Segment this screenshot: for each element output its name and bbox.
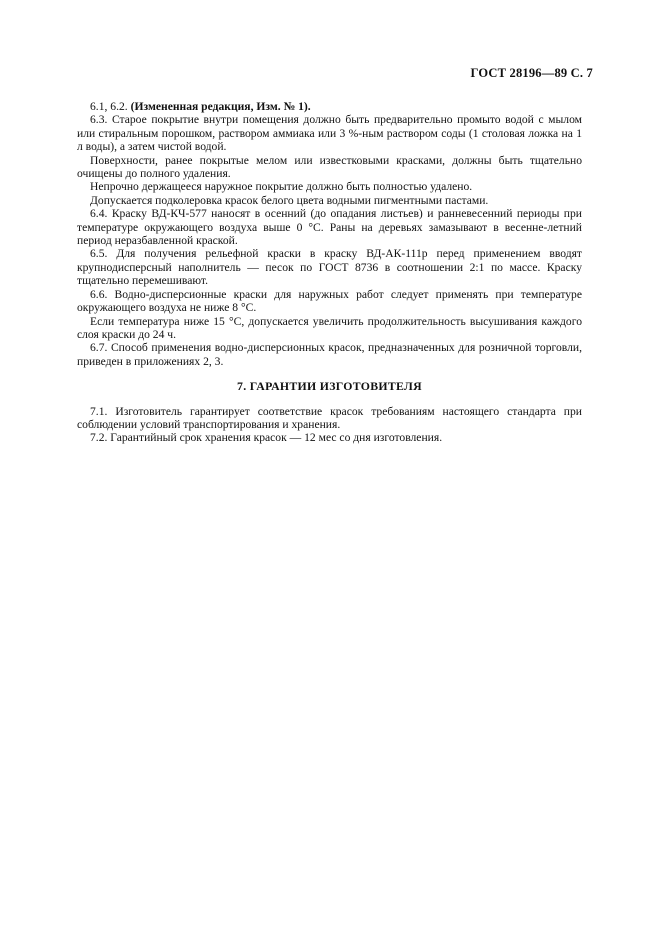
paragraph-6-3: 6.3. Старое покрытие внутри помещения должно быть предварительно промыто водой с мылом или стиральным порошком, раствором аммиака или 3 %-ным раствором соды (1 столовая ложка на 1 л воды), а затем чистой водой. (77, 113, 582, 154)
section-7-title: 7. ГАРАНТИИ ИЗГОТОВИТЕЛЯ (237, 379, 422, 394)
paragraph-6-4: 6.4. Краску ВД-КЧ-577 наносят в осенний (до опадания листьев) и ранневесенний периоды при температуре окружающего воздуха выше 0 °С. Раны на деревьях замазывают в весенне-летний период неразбавленной краской. (77, 207, 582, 248)
amendment-note: (Измененная редакция, Изм. № 1). (130, 100, 311, 113)
paragraph-outer-coating: Непрочно держащееся наружное покрытие должно быть полностью удалено. (90, 180, 473, 194)
document-body (77, 100, 582, 445)
page-header: ГОСТ 28196—89 С. 7 (470, 66, 593, 80)
paragraph-6-1-6-2 (77, 100, 582, 113)
clause-number: 6.1, 6.2. (90, 100, 128, 113)
paragraph-tinting: Допускается подколеровка красок белого цвета водными пигментными пастами. (90, 193, 489, 207)
paragraph-temperature: Если температура ниже 15 °С, допускается увеличить продолжительность высушивания каждого слоя краски до 24 ч. (77, 314, 582, 341)
paragraph-surfaces: Поверхности, ранее покрытые мелом или известковыми красками, должны быть тщательно очищены до полного удаления. (77, 153, 582, 181)
paragraph-6-5: 6.5. Для получения рельефной краски в краску ВД-АК-111р перед применением вводят крупнодисперсный наполнитель — песок по ГОСТ 8736 в соотношении 2:1 по массе. Краску тщательно перемешивают. (77, 247, 582, 288)
paragraph-6-6: 6.6. Водно-дисперсионные краски для наружных работ следует применять при температуре окружающего воздуха не ниже 8 °С. (77, 287, 582, 315)
paragraph-7-2: 7.2. Гарантийный срок хранения красок — 12 мес со дня изготовления. (90, 431, 443, 445)
paragraph-6-7: 6.7. Способ применения водно-дисперсионных красок, предназначенных для розничной торговли, приведен в приложениях 2, 3. (77, 341, 582, 368)
paragraph-7-1: 7.1. Изготовитель гарантирует соответствие красок требованиям настоящего стандарта при соблюдении условий транспортирования и хранения. (77, 404, 582, 431)
